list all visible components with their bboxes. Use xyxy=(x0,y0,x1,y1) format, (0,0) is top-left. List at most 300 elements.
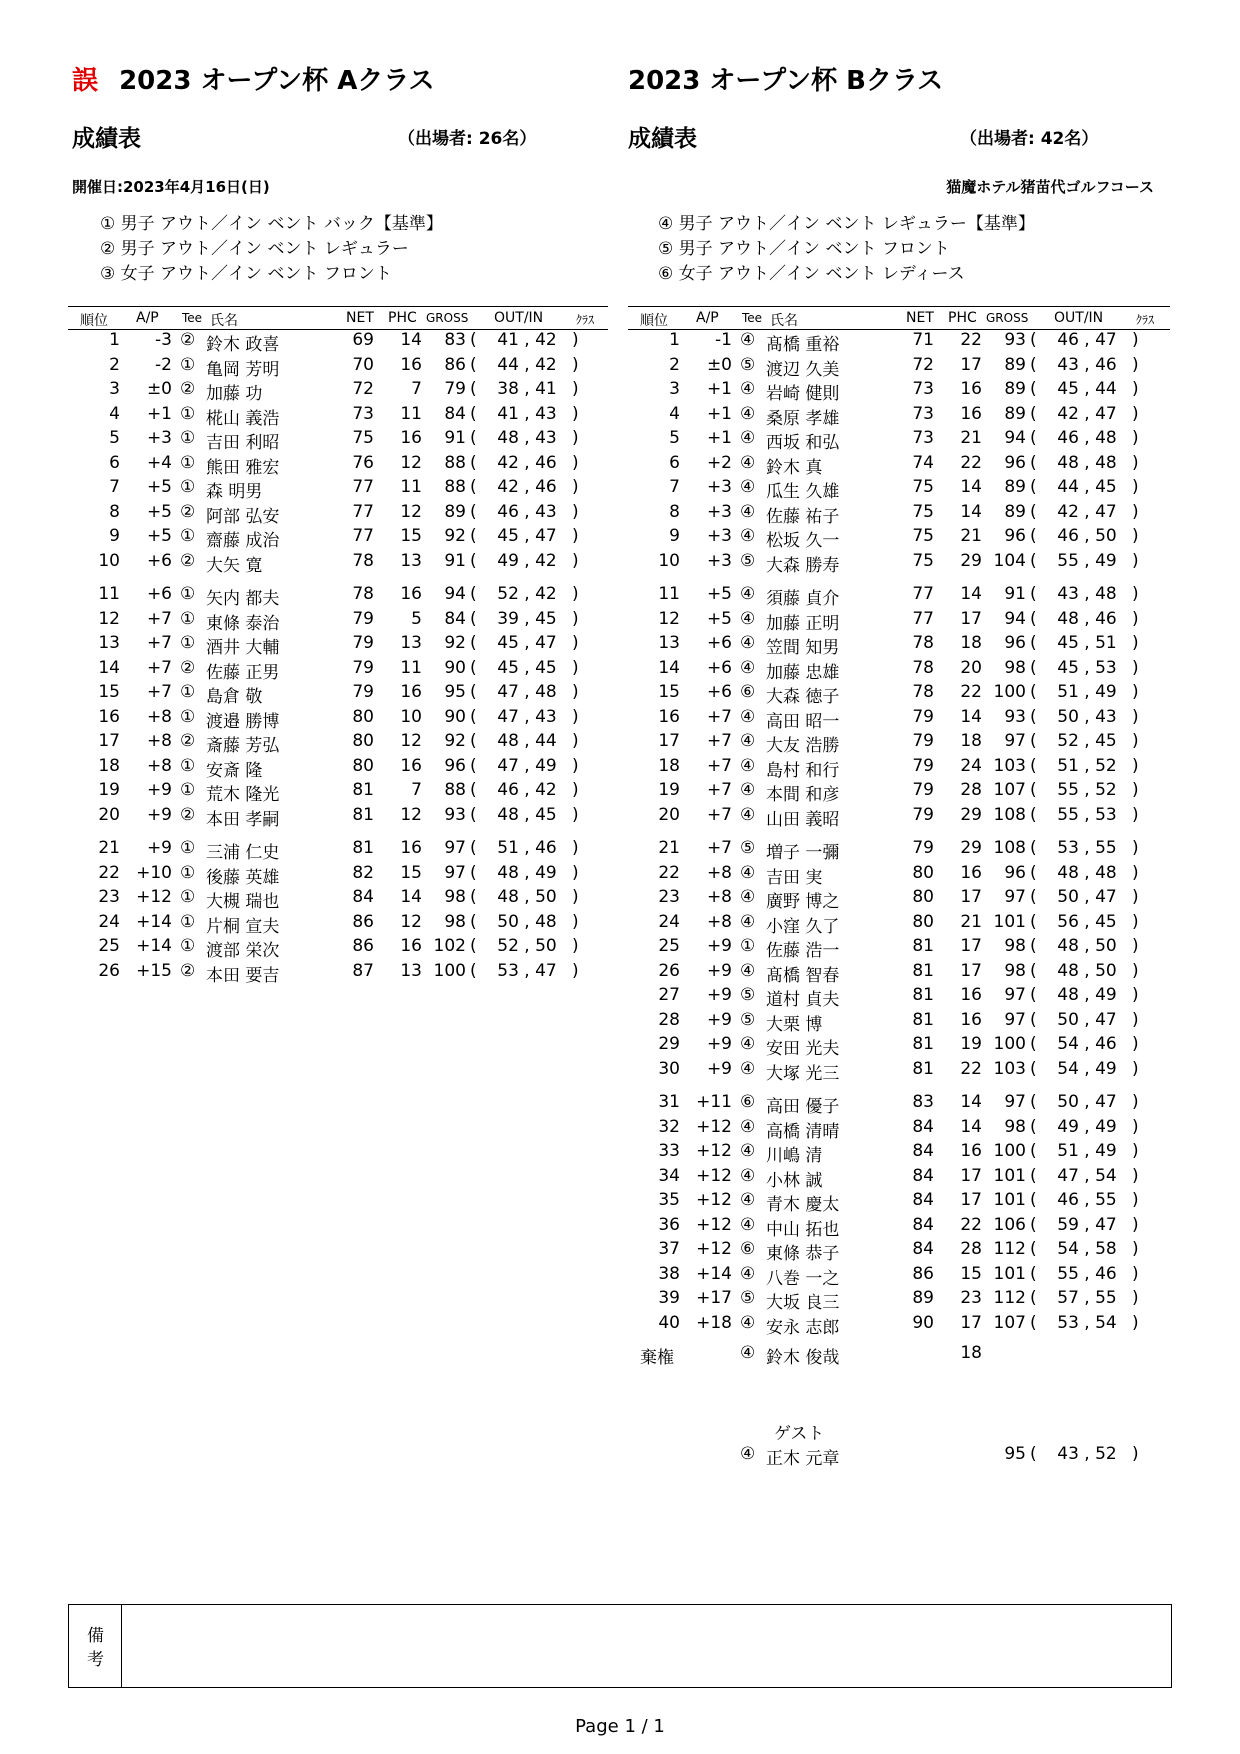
outin-cell: 50 , 47 xyxy=(1057,887,1117,907)
paren-open: ( xyxy=(1030,1116,1037,1137)
rank-cell: 35 xyxy=(658,1190,680,1210)
rank-cell: 6 xyxy=(109,452,120,473)
paren-open: ( xyxy=(1030,608,1037,629)
rank-cell: 6 xyxy=(669,452,680,473)
phc-cell: 20 xyxy=(960,657,982,678)
ap-cell: +3 xyxy=(146,428,172,448)
net-cell: 80 xyxy=(352,755,374,776)
net-cell: 84 xyxy=(912,1116,934,1137)
ap-cell: +8 xyxy=(146,755,172,776)
paren-close: ) xyxy=(572,911,579,932)
rank-cell: 18 xyxy=(98,755,120,776)
outin-cell: 52 , 50 xyxy=(497,936,557,956)
tee-cell: ④ xyxy=(740,1165,756,1186)
net-cell: 84 xyxy=(352,887,374,907)
ap-cell: +7 xyxy=(706,731,732,751)
net-cell: 80 xyxy=(352,731,374,751)
outin-cell: 45 , 44 xyxy=(1057,379,1117,399)
ap-cell: +12 xyxy=(696,1141,732,1161)
withdrawn-tee: ④ xyxy=(740,1343,756,1363)
ap-cell: +5 xyxy=(146,501,172,522)
paren-close: ) xyxy=(1132,526,1139,546)
gross-cell: 107 xyxy=(993,780,1026,800)
net-cell: 75 xyxy=(352,428,374,448)
phc-cell: 13 xyxy=(400,550,422,571)
table-row xyxy=(628,633,1168,657)
name-cell: 島倉 敬 xyxy=(206,687,263,707)
table-row xyxy=(628,682,1168,706)
gross-cell: 89 xyxy=(1004,354,1026,375)
title-b: 2023 オープン杯 Bクラス xyxy=(628,66,944,96)
gross-cell: 98 xyxy=(444,887,466,907)
name-cell: 加藤 忠雄 xyxy=(766,662,840,683)
title-a xyxy=(72,60,435,97)
tee-legend-b-3: ⑥ 女子 アウト／イン ベント レディース xyxy=(658,264,965,284)
table-row xyxy=(628,379,1168,403)
paren-close: ) xyxy=(572,755,579,776)
paren-close: ) xyxy=(1132,657,1139,678)
net-cell: 69 xyxy=(352,330,374,350)
ap-cell: +7 xyxy=(706,804,732,825)
tee-cell: ④ xyxy=(740,755,756,776)
table-row xyxy=(68,756,608,780)
phc-cell: 15 xyxy=(400,526,422,546)
net-cell: 75 xyxy=(912,501,934,522)
gross-cell: 93 xyxy=(1004,330,1026,350)
paren-open: ( xyxy=(470,657,477,678)
net-cell: 77 xyxy=(912,584,934,604)
name-cell: 高田 昭一 xyxy=(766,711,840,732)
net-cell: 73 xyxy=(912,428,934,448)
gross-cell: 97 xyxy=(1004,887,1026,907)
net-cell: 79 xyxy=(912,755,934,776)
paren-open: ( xyxy=(470,428,477,448)
net-cell: 79 xyxy=(352,657,374,678)
paren-close: ) xyxy=(572,804,579,825)
paren-open: ( xyxy=(1030,731,1037,751)
rank-cell: 12 xyxy=(98,608,120,629)
paren-close: ) xyxy=(1132,1009,1139,1030)
paren-close: ) xyxy=(1132,1312,1139,1333)
paren-open: ( xyxy=(1030,501,1037,522)
outin-cell: 49 , 42 xyxy=(497,550,557,571)
paren-open: ( xyxy=(470,706,477,727)
paren-close: ) xyxy=(1132,1092,1139,1112)
outin-cell: 44 , 45 xyxy=(1057,477,1117,497)
tee-cell: ④ xyxy=(740,501,756,522)
paren-open: ( xyxy=(470,838,477,858)
gross-cell: 92 xyxy=(444,633,466,653)
ap-cell: +12 xyxy=(136,887,172,907)
gross-cell: 103 xyxy=(993,1058,1026,1079)
ap-cell: +1 xyxy=(146,403,172,424)
header-class: ｸﾗｽ xyxy=(576,313,595,327)
paren-close: ) xyxy=(1132,1165,1139,1186)
table-row xyxy=(68,633,608,657)
gross-cell: 94 xyxy=(1004,428,1026,448)
table-row xyxy=(628,756,1168,780)
table-row xyxy=(628,961,1168,985)
table-row xyxy=(68,477,608,501)
name-cell: 青木 慶太 xyxy=(766,1195,840,1215)
tee-cell: ④ xyxy=(740,330,756,350)
outin-cell: 45 , 53 xyxy=(1057,657,1117,678)
table-row xyxy=(68,526,608,550)
gross-cell: 107 xyxy=(993,1312,1026,1333)
tee-cell: ② xyxy=(180,501,196,522)
table-row xyxy=(68,379,608,403)
tee-cell: ⑤ xyxy=(740,1288,756,1308)
gross-cell: 106 xyxy=(993,1214,1026,1235)
outin-cell: 47 , 48 xyxy=(497,682,557,702)
paren-open: ( xyxy=(470,477,477,497)
phc-cell: 18 xyxy=(960,633,982,653)
phc-cell: 17 xyxy=(960,354,982,375)
ap-cell: +12 xyxy=(696,1116,732,1137)
paren-close: ) xyxy=(572,731,579,751)
rank-cell: 21 xyxy=(658,838,680,858)
phc-cell: 7 xyxy=(411,780,422,800)
net-cell: 79 xyxy=(912,838,934,858)
outin-cell: 43 , 46 xyxy=(1057,354,1117,375)
ap-cell: +6 xyxy=(146,550,172,571)
tee-cell: ① xyxy=(180,633,196,653)
outin-cell: 52 , 42 xyxy=(497,584,557,604)
paren-open: ( xyxy=(470,911,477,932)
tee-cell: ⑥ xyxy=(740,1239,756,1259)
paren-close: ) xyxy=(572,706,579,727)
paren-close: ) xyxy=(572,838,579,858)
outin-cell: 47 , 49 xyxy=(497,755,557,776)
net-cell: 78 xyxy=(352,584,374,604)
table-row xyxy=(628,936,1168,960)
name-cell: 大矢 寛 xyxy=(206,555,263,576)
rank-cell: 27 xyxy=(658,985,680,1005)
outin-cell: 50 , 43 xyxy=(1057,706,1117,727)
ap-cell: +7 xyxy=(146,608,172,629)
net-cell: 78 xyxy=(352,550,374,571)
net-cell: 84 xyxy=(912,1190,934,1210)
venue: 猫魔ホテル猪苗代ゴルフコース xyxy=(946,178,1154,196)
outin-cell: 43 , 48 xyxy=(1057,584,1117,604)
net-cell: 79 xyxy=(352,682,374,702)
rank-cell: 23 xyxy=(658,887,680,907)
ap-cell: +9 xyxy=(706,1034,732,1054)
gross-cell: 98 xyxy=(444,911,466,932)
header-ap: A/P xyxy=(136,310,159,326)
paren-close: ) xyxy=(1132,1263,1139,1284)
rank-cell: 26 xyxy=(658,960,680,981)
gross-cell: 96 xyxy=(1004,633,1026,653)
ap-cell: +12 xyxy=(696,1239,732,1259)
tee-cell: ④ xyxy=(740,526,756,546)
phc-cell: 12 xyxy=(400,731,422,751)
phc-cell: 15 xyxy=(400,862,422,883)
tee-cell: ① xyxy=(180,354,196,375)
ap-cell: +5 xyxy=(706,608,732,629)
paren-close: ) xyxy=(1132,755,1139,776)
paren-close: ) xyxy=(1132,1116,1139,1137)
outin-cell: 55 , 49 xyxy=(1057,550,1117,571)
gross-cell: 91 xyxy=(444,550,466,571)
paren-close: ) xyxy=(1132,706,1139,727)
outin-cell: 53 , 55 xyxy=(1057,838,1117,858)
paren-open: ( xyxy=(470,452,477,473)
net-cell: 81 xyxy=(912,936,934,956)
ap-cell: +17 xyxy=(696,1288,732,1308)
paren-open: ( xyxy=(1030,1312,1037,1333)
paren-close: ) xyxy=(572,550,579,571)
outin-cell: 41 , 42 xyxy=(497,330,557,350)
rank-cell: 4 xyxy=(669,403,680,424)
name-cell: 山田 義昭 xyxy=(766,809,840,830)
tee-cell: ① xyxy=(180,452,196,473)
rank-cell: 31 xyxy=(658,1092,680,1112)
name-cell: 西坂 和弘 xyxy=(766,433,840,453)
name-cell: 後藤 英雄 xyxy=(206,867,280,888)
paren-close: ) xyxy=(1132,731,1139,751)
tee-cell: ④ xyxy=(740,1214,756,1235)
subtitle-b: 成績表 xyxy=(628,126,697,152)
ap-cell: ±0 xyxy=(706,354,732,375)
outin-cell: 48 , 50 xyxy=(1057,960,1117,981)
paren-open: ( xyxy=(1030,1058,1037,1079)
tee-cell: ④ xyxy=(740,960,756,981)
rank-cell: 5 xyxy=(109,428,120,448)
name-cell: 鈴木 政喜 xyxy=(206,335,280,355)
gross-cell: 96 xyxy=(1004,452,1026,473)
gross-cell: 98 xyxy=(1004,936,1026,956)
name-cell: 佐藤 祐子 xyxy=(766,506,840,527)
paren-close: ) xyxy=(1132,633,1139,653)
ap-cell: +1 xyxy=(706,403,732,424)
ap-cell: +3 xyxy=(706,501,732,522)
name-cell: 笠間 知男 xyxy=(766,638,840,658)
paren-close: ) xyxy=(1132,804,1139,825)
name-cell: 髙橋 重裕 xyxy=(766,335,840,355)
net-cell: 77 xyxy=(352,526,374,546)
phc-cell: 28 xyxy=(960,1239,982,1259)
name-cell: 本田 要吉 xyxy=(206,965,280,986)
phc-cell: 7 xyxy=(411,379,422,399)
outin-cell: 52 , 45 xyxy=(1057,731,1117,751)
phc-cell: 12 xyxy=(400,452,422,473)
warning-mark: 誤 xyxy=(72,66,99,96)
table-row xyxy=(628,1313,1168,1337)
outin-cell: 48 , 46 xyxy=(1057,608,1117,629)
name-cell: 矢内 都夫 xyxy=(206,589,280,609)
tee-cell: ⑥ xyxy=(740,682,756,702)
rank-cell: 9 xyxy=(109,526,120,546)
ap-cell: +10 xyxy=(136,862,172,883)
gross-cell: 95 xyxy=(444,682,466,702)
outin-cell: 48 , 44 xyxy=(497,731,557,751)
phc-cell: 16 xyxy=(960,1009,982,1030)
tee-cell: ② xyxy=(180,960,196,981)
paren-open: ( xyxy=(1030,330,1037,350)
tee-cell: ② xyxy=(180,731,196,751)
table-row xyxy=(68,584,608,608)
ap-cell: +14 xyxy=(136,911,172,932)
paren-close: ) xyxy=(1132,354,1139,375)
outin-cell: 51 , 49 xyxy=(1057,682,1117,702)
rank-cell: 14 xyxy=(98,657,120,678)
tee-cell: ④ xyxy=(740,1058,756,1079)
paren-close: ) xyxy=(572,608,579,629)
phc-cell: 19 xyxy=(960,1034,982,1054)
paren-open: ( xyxy=(1030,403,1037,424)
tee-cell: ④ xyxy=(740,731,756,751)
rank-cell: 22 xyxy=(98,862,120,883)
paren-close: ) xyxy=(1132,550,1139,571)
name-cell: 小林 誠 xyxy=(766,1170,823,1191)
net-cell: 79 xyxy=(912,804,934,825)
tee-cell: ① xyxy=(180,584,196,604)
paren-open: ( xyxy=(1030,379,1037,399)
rank-cell: 33 xyxy=(658,1141,680,1161)
paren-open: ( xyxy=(1030,780,1037,800)
phc-cell: 14 xyxy=(400,330,422,350)
ap-cell: +7 xyxy=(706,780,732,800)
table-row xyxy=(628,985,1168,1009)
outin-cell: 51 , 49 xyxy=(1057,1141,1117,1161)
gross-cell: 96 xyxy=(444,755,466,776)
ap-cell: +7 xyxy=(706,706,732,727)
guest-outin: 43 , 52 xyxy=(1057,1444,1117,1464)
table-row xyxy=(628,1239,1168,1263)
paren-open: ( xyxy=(470,804,477,825)
rank-cell: 26 xyxy=(98,960,120,981)
tee-cell: ④ xyxy=(740,780,756,800)
paren-open: ( xyxy=(1030,936,1037,956)
ap-cell: +12 xyxy=(696,1214,732,1235)
paren-open: ( xyxy=(1030,1009,1037,1030)
phc-cell: 29 xyxy=(960,838,982,858)
rank-cell: 29 xyxy=(658,1034,680,1054)
outin-cell: 42 , 46 xyxy=(497,477,557,497)
phc-cell: 16 xyxy=(960,1141,982,1161)
tee-cell: ② xyxy=(180,657,196,678)
name-cell: 渡辺 久美 xyxy=(766,359,840,380)
gross-cell: 83 xyxy=(444,330,466,350)
table-row xyxy=(628,1166,1168,1190)
phc-cell: 14 xyxy=(960,501,982,522)
subtitle-a: 成績表 xyxy=(72,126,141,152)
outin-cell: 51 , 46 xyxy=(497,838,557,858)
tee-legend-a-3: ③ 女子 アウト／イン ベント フロント xyxy=(100,264,392,284)
phc-cell: 14 xyxy=(960,584,982,604)
paren-open: ( xyxy=(1030,706,1037,727)
paren-open: ( xyxy=(1030,584,1037,604)
net-cell: 70 xyxy=(352,354,374,375)
gross-cell: 89 xyxy=(1004,477,1026,497)
net-cell: 79 xyxy=(352,633,374,653)
paren-open: ( xyxy=(1030,1034,1037,1054)
tee-cell: ④ xyxy=(740,1263,756,1284)
paren-close: ) xyxy=(1132,584,1139,604)
paren-close: ) xyxy=(1132,452,1139,473)
tee-cell: ① xyxy=(180,428,196,448)
paren-close: ) xyxy=(1132,1190,1139,1210)
ap-cell: +1 xyxy=(706,379,732,399)
tee-cell: ④ xyxy=(740,1116,756,1137)
net-cell: 75 xyxy=(912,550,934,571)
paren-close: ) xyxy=(572,887,579,907)
ap-cell: +3 xyxy=(706,526,732,546)
tee-cell: ⑤ xyxy=(740,838,756,858)
table-row xyxy=(628,838,1168,862)
header-gross: GROSS xyxy=(986,311,1029,325)
phc-cell: 13 xyxy=(400,960,422,981)
ap-cell: +11 xyxy=(696,1092,732,1112)
gross-cell: 89 xyxy=(1004,379,1026,399)
phc-cell: 17 xyxy=(960,936,982,956)
tee-cell: ④ xyxy=(740,584,756,604)
net-cell: 77 xyxy=(352,477,374,497)
ap-cell: +9 xyxy=(706,1058,732,1079)
gross-cell: 89 xyxy=(444,501,466,522)
phc-cell: 17 xyxy=(960,1165,982,1186)
outin-cell: 54 , 46 xyxy=(1057,1034,1117,1054)
phc-cell: 18 xyxy=(960,731,982,751)
tee-cell: ④ xyxy=(740,657,756,678)
tee-cell: ② xyxy=(180,379,196,399)
name-cell: 廣野 博之 xyxy=(766,892,840,912)
rank-cell: 2 xyxy=(109,354,120,375)
gross-cell: 108 xyxy=(993,804,1026,825)
net-cell: 80 xyxy=(352,706,374,727)
paren-open: ( xyxy=(470,403,477,424)
paren-open: ( xyxy=(1030,428,1037,448)
paren-open: ( xyxy=(1030,526,1037,546)
paren-close: ) xyxy=(572,862,579,883)
outin-cell: 55 , 46 xyxy=(1057,1263,1117,1284)
table-row xyxy=(68,731,608,755)
name-cell: 阿部 弘安 xyxy=(206,506,280,527)
remarks-box xyxy=(68,1604,1172,1688)
phc-cell: 15 xyxy=(960,1263,982,1284)
gross-cell: 97 xyxy=(1004,1092,1026,1112)
name-cell: 大森 勝寿 xyxy=(766,555,840,576)
tee-cell: ⑥ xyxy=(740,1092,756,1112)
ap-cell: +7 xyxy=(706,755,732,776)
paren-close: ) xyxy=(1132,887,1139,907)
outin-cell: 57 , 55 xyxy=(1057,1288,1117,1308)
gross-cell: 98 xyxy=(1004,1116,1026,1137)
table-row xyxy=(628,912,1168,936)
outin-cell: 50 , 47 xyxy=(1057,1009,1117,1030)
phc-cell: 16 xyxy=(400,936,422,956)
gross-cell: 88 xyxy=(444,452,466,473)
paren-open: ( xyxy=(470,780,477,800)
name-cell: 須藤 貞介 xyxy=(766,589,840,609)
table-header-b xyxy=(628,306,1170,330)
net-cell: 72 xyxy=(912,354,934,375)
paren-close: ) xyxy=(572,584,579,604)
withdrawn-row xyxy=(628,1343,1168,1367)
paren-open: ( xyxy=(1030,477,1037,497)
table-row xyxy=(628,404,1168,428)
name-cell: 中山 拓也 xyxy=(766,1219,840,1240)
net-cell: 82 xyxy=(352,862,374,883)
rank-cell: 22 xyxy=(658,862,680,883)
table-row xyxy=(68,609,608,633)
outin-cell: 46 , 42 xyxy=(497,780,557,800)
name-cell: 本間 和彦 xyxy=(766,785,840,805)
rank-cell: 34 xyxy=(658,1165,680,1186)
name-cell: 大栗 博 xyxy=(766,1014,823,1035)
gross-cell: 102 xyxy=(433,936,466,956)
